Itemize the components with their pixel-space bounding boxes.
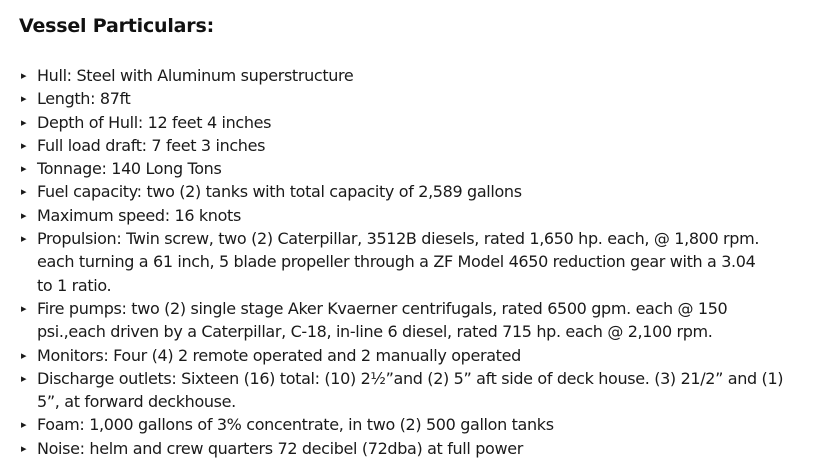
list-item-text: each turning a 61 inch, 5 blade propeller through a ZF Model 4650 reduction gear with a 3.04	[37, 252, 756, 272]
list-item-text: Depth of Hull: 12 feet 4 inches	[37, 112, 272, 132]
bullet-icon: ▸	[21, 69, 27, 82]
list-item	[19, 227, 820, 297]
list-item	[19, 180, 820, 203]
list-item-text: Tonnage: 140 Long Tons	[37, 159, 222, 179]
list-item	[19, 437, 820, 460]
list-item	[19, 297, 820, 344]
bullet-icon: ▸	[21, 162, 27, 176]
list-item-text: Noise: helm and crew quarters 72 decibel (72dba) at full power	[37, 438, 523, 458]
list-item-text: Discharge outlets: Sixteen (16) total: (10) 2½”and (2) 5” aft side of deck house. (3) 21/2” and (1)	[37, 368, 784, 388]
list-item-text: to 1 ratio.	[37, 275, 112, 295]
list-item-text: Fire pumps: two (2) single stage Aker Kvaerner centrifugals, rated 6500 gpm. each @ 150	[37, 298, 728, 318]
list-item-text: Propulsion: Twin screw, two (2) Caterpillar, 3512B diesels, rated 1,650 hp. each, @ 1,800 rpm.	[37, 229, 760, 249]
bullet-icon: ▸	[21, 348, 27, 362]
list-item	[19, 87, 820, 110]
list-item-text: Full load draft: 7 feet 3 inches	[37, 135, 266, 155]
bullet-icon: ▸	[21, 92, 27, 106]
list-item	[19, 204, 820, 227]
bullet-icon: ▸	[21, 441, 27, 455]
section-title: Vessel Particulars:	[19, 15, 214, 37]
list-item	[19, 157, 820, 180]
bullet-icon: ▸	[21, 138, 27, 152]
list-item	[19, 367, 820, 414]
bullet-icon: ▸	[21, 418, 27, 432]
list-item-text: psi.,each driven by a Caterpillar, C-18, in-line 6 diesel, rated 715 hp. each @ 2,100 rpm.	[37, 322, 713, 342]
list-item	[19, 64, 820, 87]
list-item-text: Maximum speed: 16 knots	[37, 205, 241, 225]
specs-list	[19, 64, 820, 460]
list-item-text: Foam: 1,000 gallons of 3% concentrate, in two (2) 500 gallon tanks	[37, 415, 554, 435]
list-item-text: Fuel capacity: two (2) tanks with total capacity of 2,589 gallons	[37, 182, 522, 202]
list-item	[19, 111, 820, 134]
list-item	[19, 344, 820, 367]
bullet-icon: ▸	[21, 185, 27, 199]
bullet-icon: ▸	[21, 301, 27, 315]
list-item	[19, 134, 820, 157]
list-item	[19, 413, 820, 436]
list-item-text: Hull: Steel with Aluminum superstructure	[37, 66, 354, 85]
list-item-text: 5”, at forward deckhouse.	[37, 392, 236, 412]
bullet-icon: ▸	[21, 115, 27, 129]
list-item-text: Length: 87ft	[37, 89, 131, 109]
bullet-icon: ▸	[21, 232, 27, 246]
bullet-icon: ▸	[21, 371, 27, 385]
bullet-icon: ▸	[21, 208, 27, 222]
list-item-text: Monitors: Four (4) 2 remote operated and 2 manually operated	[37, 345, 521, 365]
